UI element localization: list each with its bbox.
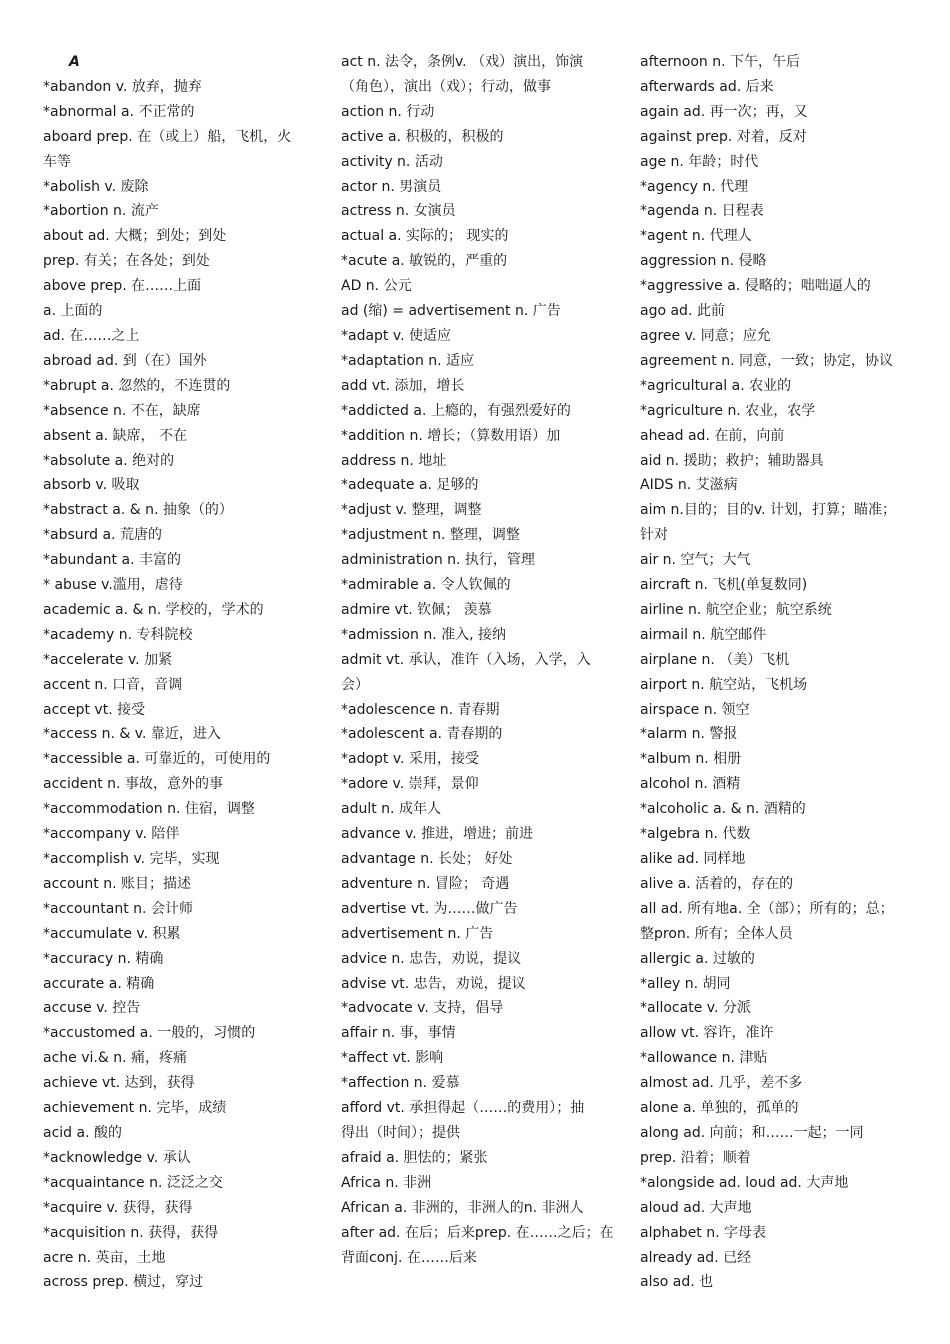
vocab-entry-line: agreement n. 同意，一致；协定，协议 <box>640 352 893 369</box>
vocab-entry-line: aggression n. 侵略 <box>640 253 767 270</box>
vocab-entry-line: actual a. 实际的； 现实的 <box>341 228 509 245</box>
vocab-entry-line: *accumulate v. 积累 <box>43 925 181 942</box>
vocab-entry-line: alive a. 活着的，存在的 <box>640 875 794 892</box>
vocab-entry-line: accent n. 口音，音调 <box>43 676 183 693</box>
vocab-entry-line: *abortion n. 流产 <box>43 203 159 220</box>
vocab-entry-line: *agenda n. 日程表 <box>640 203 764 220</box>
vocab-entry-line: *abrupt a. 忽然的，不连贯的 <box>43 377 231 394</box>
vocab-entry-line: *accompany v. 陪伴 <box>43 826 180 843</box>
column-1 <box>43 50 305 1295</box>
vocab-entry-line: *adequate a. 足够的 <box>341 477 479 494</box>
vocab-entry-line: abroad ad. 到（在）国外 <box>43 352 207 369</box>
vocab-entry-line: *affect vt. 影响 <box>341 1050 444 1067</box>
vocab-entry-line: *agriculture n. 农业，农学 <box>640 402 816 419</box>
vocab-entry-line: *absolute a. 绝对的 <box>43 452 175 469</box>
vocab-entry-line: also ad. 也 <box>640 1274 714 1291</box>
vocab-entry-line: *adolescent a. 青春期的 <box>341 726 503 743</box>
vocab-entry-line: *allocate v. 分派 <box>640 1000 751 1017</box>
vocab-entry-line: acid a. 酸的 <box>43 1124 122 1141</box>
vocab-entry-line: AD n. 公元 <box>341 278 412 295</box>
column-2 <box>341 50 614 1270</box>
vocab-entry-line: *algebra n. 代数 <box>640 826 751 843</box>
vocab-entry-line: *adolescence n. 青春期 <box>341 701 500 718</box>
vocab-entry-line: again ad. 再一次；再，又 <box>640 103 808 120</box>
vocab-entry-line: agree v. 同意；应允 <box>640 327 771 344</box>
vocab-entry-line: action n. 行动 <box>341 103 435 120</box>
vocab-entry-line: about ad. 大概；到处；到处 <box>43 228 227 245</box>
vocab-entry-line: accident n. 事故，意外的事 <box>43 776 223 793</box>
vocab-entry-line: achieve vt. 达到，获得 <box>43 1075 195 1092</box>
vocab-entry-line: Africa n. 非洲 <box>341 1174 432 1191</box>
vocab-entry-line: activity n. 活动 <box>341 153 443 170</box>
vocab-entry-line: *aggressive a. 侵略的；咄咄逼人的 <box>640 278 871 295</box>
vocab-entry-line: actor n. 男演员 <box>341 178 442 195</box>
vocab-entry-line: 车等 <box>43 153 71 170</box>
vocab-entry-line: absorb v. 吸取 <box>43 477 140 494</box>
vocab-entry-line: advice n. 忠告，劝说，提议 <box>341 950 522 967</box>
vocab-entry-line: advance v. 推进，增进；前进 <box>341 826 534 843</box>
vocab-entry-line: *alley n. 胡同 <box>640 975 731 992</box>
vocab-entry-line: *abundant a. 丰富的 <box>43 552 181 569</box>
vocab-entry-line: *access n. & v. 靠近，进入 <box>43 726 221 743</box>
vocab-entry-line: all ad. 所有地a. 全（部）；所有的；总； <box>640 900 894 917</box>
vocab-entry-line: *allowance n. 津贴 <box>640 1050 768 1067</box>
vocab-entry-line: *acknowledge v. 承认 <box>43 1149 191 1166</box>
vocab-entry-line: *affection n. 爱慕 <box>341 1075 460 1092</box>
vocab-entry-line: age n. 年龄；时代 <box>640 153 759 170</box>
vocab-entry-line: airplane n. （美）飞机 <box>640 651 790 668</box>
vocab-entry-line: *album n. 相册 <box>640 751 742 768</box>
vocab-entry-line: *addition n. 增长；（算数用语）加 <box>341 427 561 444</box>
vocab-entry-line: airport n. 航空站，飞机场 <box>640 676 808 693</box>
vocab-entry-line: *accelerate v. 加紧 <box>43 651 173 668</box>
vocab-entry-line: *acquire v. 获得，获得 <box>43 1199 193 1216</box>
vocab-entry-line: administration n. 执行，管理 <box>341 552 535 569</box>
vocab-entry-line: *alcoholic a. & n. 酒精的 <box>640 801 806 818</box>
vocab-entry-line: against prep. 对着，反对 <box>640 128 807 145</box>
vocab-entry-line: advertise vt. 为……做广告 <box>341 900 518 917</box>
vocab-entry-line: *abolish v. 废除 <box>43 178 149 195</box>
vocab-entry-line: aboard prep. 在（或上）船，飞机，火 <box>43 128 292 145</box>
vocab-entry-line: alone a. 单独的，孤单的 <box>640 1100 799 1117</box>
vocab-entry-line: * abuse v.滥用，虐待 <box>43 577 183 594</box>
vocab-entry-line: African a. 非洲的，非洲人的n. 非洲人 <box>341 1199 584 1216</box>
vocab-entry-line: allergic a. 过敏的 <box>640 950 755 967</box>
vocab-entry-line: （角色），演出（戏）；行动，做事 <box>341 78 551 95</box>
vocab-entry-line: alcohol n. 酒精 <box>640 776 741 793</box>
vocab-entry-line: admit vt. 承认，准许（入场，入学，入 <box>341 651 591 668</box>
vocab-entry-line: *adapt v. 使适应 <box>341 327 451 344</box>
vocab-entry-line: *adaptation n. 适应 <box>341 352 475 369</box>
column-3 <box>640 50 902 1295</box>
vocab-entry-line: 会） <box>341 676 369 693</box>
vocab-entry-line: accept vt. 接受 <box>43 701 146 718</box>
vocab-entry-line: ad. 在……之上 <box>43 327 140 344</box>
vocab-entry-line: 整pron. 所有；全体人员 <box>640 925 793 942</box>
vocab-entry-line: after ad. 在后；后来prep. 在……之后；在 <box>341 1224 614 1241</box>
vocab-entry-line: account n. 账目；描述 <box>43 875 191 892</box>
vocab-entry-line: AIDS n. 艾滋病 <box>640 477 738 494</box>
vocab-entry-line: *addicted a. 上瘾的，有强烈爱好的 <box>341 402 571 419</box>
vocab-entry-line: prep. 有关；在各处；到处 <box>43 253 210 270</box>
vocab-entry-line: *admirable a. 令人钦佩的 <box>341 577 511 594</box>
vocab-entry-line: *abandon v. 放弃，抛弃 <box>43 78 202 95</box>
vocab-entry-line: *abnormal a. 不正常的 <box>43 103 195 120</box>
vocab-entry-line: above prep. 在……上面 <box>43 278 202 295</box>
vocab-entry-line: affair n. 事，事情 <box>341 1025 456 1042</box>
vocab-entry-line: *agricultural a. 农业的 <box>640 377 792 394</box>
vocab-entry-line: *adjustment n. 整理，调整 <box>341 527 520 544</box>
vocab-entry-line: *acute a. 敏锐的，严重的 <box>341 253 508 270</box>
vocab-entry-line: admire vt. 钦佩； 羡慕 <box>341 601 492 618</box>
vocab-entry-line: aircraft n. 飞机(单复数同) <box>640 577 808 594</box>
section-heading: A <box>69 54 80 70</box>
vocab-entry-line: *adjust v. 整理，调整 <box>341 502 482 519</box>
vocab-entry-line: 针对 <box>640 527 668 544</box>
vocab-entry-line: ad (缩) = advertisement n. 广告 <box>341 303 561 320</box>
vocab-entry-line: ahead ad. 在前，向前 <box>640 427 785 444</box>
vocab-entry-line: advantage n. 长处； 好处 <box>341 851 513 867</box>
vocab-entry-line: *acquisition n. 获得，获得 <box>43 1224 219 1241</box>
vocab-entry-line: *academy n. 专科院校 <box>43 626 193 643</box>
vocab-entry-line: ache vi.& n. 痛，疼痛 <box>43 1050 187 1067</box>
vocab-entry-line: advise vt. 忠告，劝说，提议 <box>341 975 526 992</box>
vocab-entry-line: ago ad. 此前 <box>640 303 725 320</box>
vocab-entry-line: prep. 沿着；顺着 <box>640 1149 751 1166</box>
vocab-entry-line: afford vt. 承担得起（……的费用）；抽 <box>341 1100 585 1117</box>
vocab-entry-line: afternoon n. 下午，午后 <box>640 54 800 70</box>
vocab-entry-line: 背面conj. 在……后来 <box>341 1249 477 1266</box>
vocab-entry-line: *accommodation n. 住宿，调整 <box>43 801 255 818</box>
vocab-entry-line: across prep. 横过，穿过 <box>43 1274 204 1291</box>
vocab-entry-line: academic a. & n. 学校的，学术的 <box>43 601 264 618</box>
vocab-entry-line: achievement n. 完毕，成绩 <box>43 1100 227 1117</box>
vocab-entry-line: aloud ad. 大声地 <box>640 1199 752 1216</box>
vocab-entry-line: actress n. 女演员 <box>341 203 456 220</box>
vocab-entry-line: a. 上面的 <box>43 303 103 320</box>
vocab-entry-line: *accuracy n. 精确 <box>43 950 164 967</box>
vocab-entry-line: *agency n. 代理 <box>640 178 749 195</box>
vocab-entry-line: almost ad. 几乎，差不多 <box>640 1075 803 1092</box>
vocab-entry-line: air n. 空气；大气 <box>640 552 751 569</box>
vocab-entry-line: airmail n. 航空邮件 <box>640 626 767 643</box>
vocab-entry-line: 得出（时间）；提供 <box>341 1124 460 1141</box>
vocab-entry-line: airline n. 航空企业；航空系统 <box>640 601 832 618</box>
vocab-entry-line: aid n. 援助；救护；辅助器具 <box>640 452 824 469</box>
vocab-entry-line: *abstract a. & n. 抽象（的） <box>43 502 233 519</box>
vocab-entry-line: active a. 积极的，积极的 <box>341 128 504 145</box>
vocab-entry-line: *alarm n. 警报 <box>640 726 738 743</box>
vocab-entry-line: afraid a. 胆怯的；紧张 <box>341 1149 488 1166</box>
vocab-entry-line: *accessible a. 可靠近的，可使用的 <box>43 751 271 768</box>
vocab-entry-line: *agent n. 代理人 <box>640 228 752 245</box>
vocab-entry-line: accuse v. 控告 <box>43 1000 141 1017</box>
vocab-entry-line: along ad. 向前；和……一起；一同 <box>640 1124 864 1141</box>
vocab-entry-line: *accountant n. 会计师 <box>43 900 193 917</box>
vocab-entry-line: *absence n. 不在，缺席 <box>43 402 201 419</box>
vocab-entry-line: airspace n. 领空 <box>640 701 750 718</box>
vocab-entry-line: alphabet n. 字母表 <box>640 1224 767 1241</box>
vocab-entry-line: *alongside ad. loud ad. 大声地 <box>640 1174 849 1191</box>
vocab-entry-line: *accustomed a. 一般的，习惯的 <box>43 1025 256 1042</box>
vocab-entry-line: alike ad. 同样地 <box>640 851 746 867</box>
vocab-entry-line: add vt. 添加，增长 <box>341 377 465 394</box>
vocab-entry-line: *advocate v. 支持，倡导 <box>341 1000 504 1017</box>
vocab-entry-line: afterwards ad. 后来 <box>640 78 774 95</box>
vocab-entry-line: *adore v. 崇拜，景仰 <box>341 776 479 793</box>
vocab-entry-line: adult n. 成年人 <box>341 801 441 818</box>
vocab-entry-line: adventure n. 冒险； 奇遇 <box>341 875 510 892</box>
vocab-entry-line: *absurd a. 荒唐的 <box>43 527 162 544</box>
vocab-entry-line: *admission n. 准入, 接纳 <box>341 626 507 643</box>
vocab-entry-line: allow vt. 容许，准许 <box>640 1025 774 1042</box>
vocab-entry-line: *acquaintance n. 泛泛之交 <box>43 1174 223 1191</box>
vocab-entry-line: advertisement n. 广告 <box>341 925 494 942</box>
vocab-entry-line: accurate a. 精确 <box>43 975 155 992</box>
vocab-entry-line: *adopt v. 采用，接受 <box>341 751 479 768</box>
vocab-entry-line: absent a. 缺席， 不在 <box>43 427 188 444</box>
vocab-entry-line: act n. 法令，条例v. （戏）演出，饰演 <box>341 54 584 70</box>
vocab-entry-line: *accomplish v. 完毕，实现 <box>43 851 220 867</box>
vocab-entry-line: acre n. 英亩，土地 <box>43 1249 166 1266</box>
vocab-entry-line: address n. 地址 <box>341 452 447 469</box>
vocab-entry-line: aim n.目的；目的v. 计划，打算；瞄准； <box>640 502 896 519</box>
vocab-entry-line: already ad. 已经 <box>640 1249 752 1266</box>
